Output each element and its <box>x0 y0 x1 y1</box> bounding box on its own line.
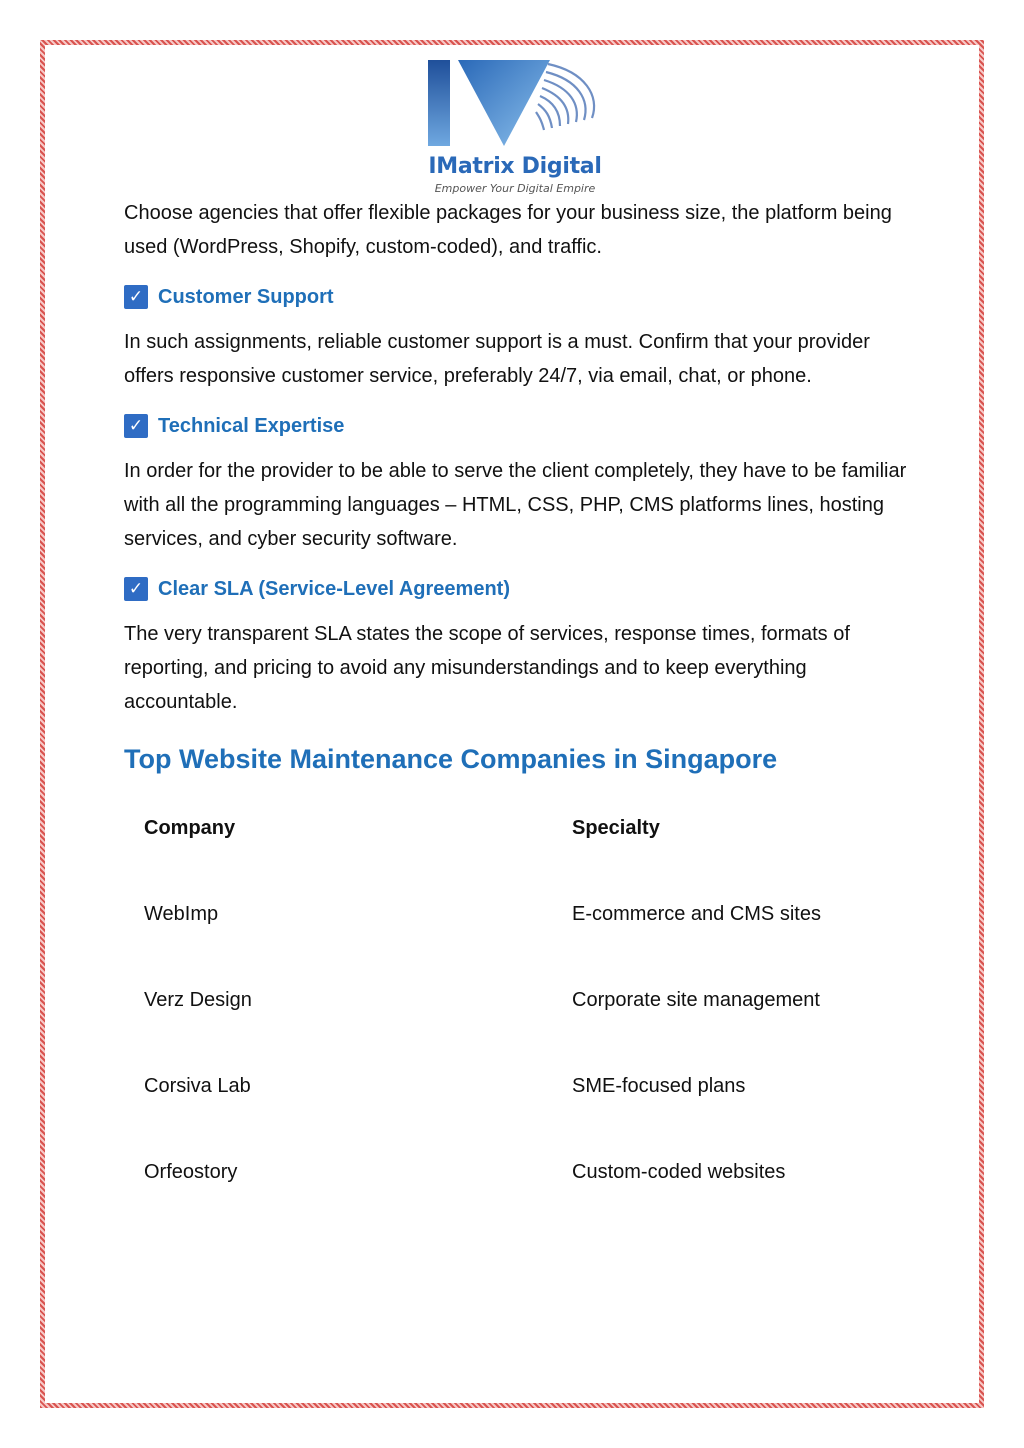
company-logo <box>420 56 610 198</box>
section-paragraph: In such assignments, reliable customer support is a must. Confirm that your provider offers responsive customer service, preferably 24/7, via email, chat, or phone. <box>124 331 870 387</box>
company-cell: Corsiva Lab <box>144 1075 251 1097</box>
main-content <box>124 196 914 1247</box>
table-header-row <box>124 817 914 903</box>
logo-name: IMatrix Digital <box>428 154 602 179</box>
specialty-cell: SME-focused plans <box>572 1075 746 1097</box>
table-row <box>124 903 914 989</box>
table-row <box>124 1161 914 1247</box>
checkbox-icon: ✓ <box>124 577 148 601</box>
section-heading-label: Clear SLA (Service-Level Agreement) <box>158 577 510 600</box>
company-cell: WebImp <box>144 903 219 925</box>
companies-title: Top Website Maintenance Companies in Singapore <box>124 744 778 774</box>
company-cell: Verz Design <box>144 989 252 1011</box>
section-heading-technical-expertise <box>124 411 914 441</box>
specialty-cell: Corporate site management <box>572 989 820 1011</box>
checkbox-icon: ✓ <box>124 285 148 309</box>
specialty-cell: E-commerce and CMS sites <box>572 903 821 925</box>
column-header-specialty: Specialty <box>572 817 660 839</box>
intro-paragraph: Choose agencies that offer flexible packages for your business size, the platform being used (WordPress, Shopify, custom-coded), and traffic. <box>124 202 892 258</box>
section-heading-label: Technical Expertise <box>158 414 345 437</box>
logo-mark-icon <box>420 56 610 156</box>
section-heading-clear-sla <box>124 574 914 604</box>
table-row <box>124 989 914 1075</box>
logo-tagline: Empower Your Digital Empire <box>434 182 596 195</box>
table-row <box>124 1075 914 1161</box>
column-header-company: Company <box>144 817 236 839</box>
section-heading-label: Customer Support <box>158 285 334 308</box>
section-paragraph: In order for the provider to be able to serve the client completely, they have to be familiar with all the programming languages – HTML, CSS, PHP, CMS platforms lines, hosting services, and cyber security software. <box>124 460 907 550</box>
company-cell: Orfeostory <box>144 1161 238 1183</box>
section-heading-customer-support <box>124 282 914 312</box>
section-paragraph: The very transparent SLA states the scope of services, response times, formats of reporting, and pricing to avoid any misunderstandings and to keep everything accountable. <box>124 623 850 713</box>
companies-table <box>124 817 914 1247</box>
specialty-cell: Custom-coded websites <box>572 1161 786 1183</box>
checkbox-icon: ✓ <box>124 414 148 438</box>
